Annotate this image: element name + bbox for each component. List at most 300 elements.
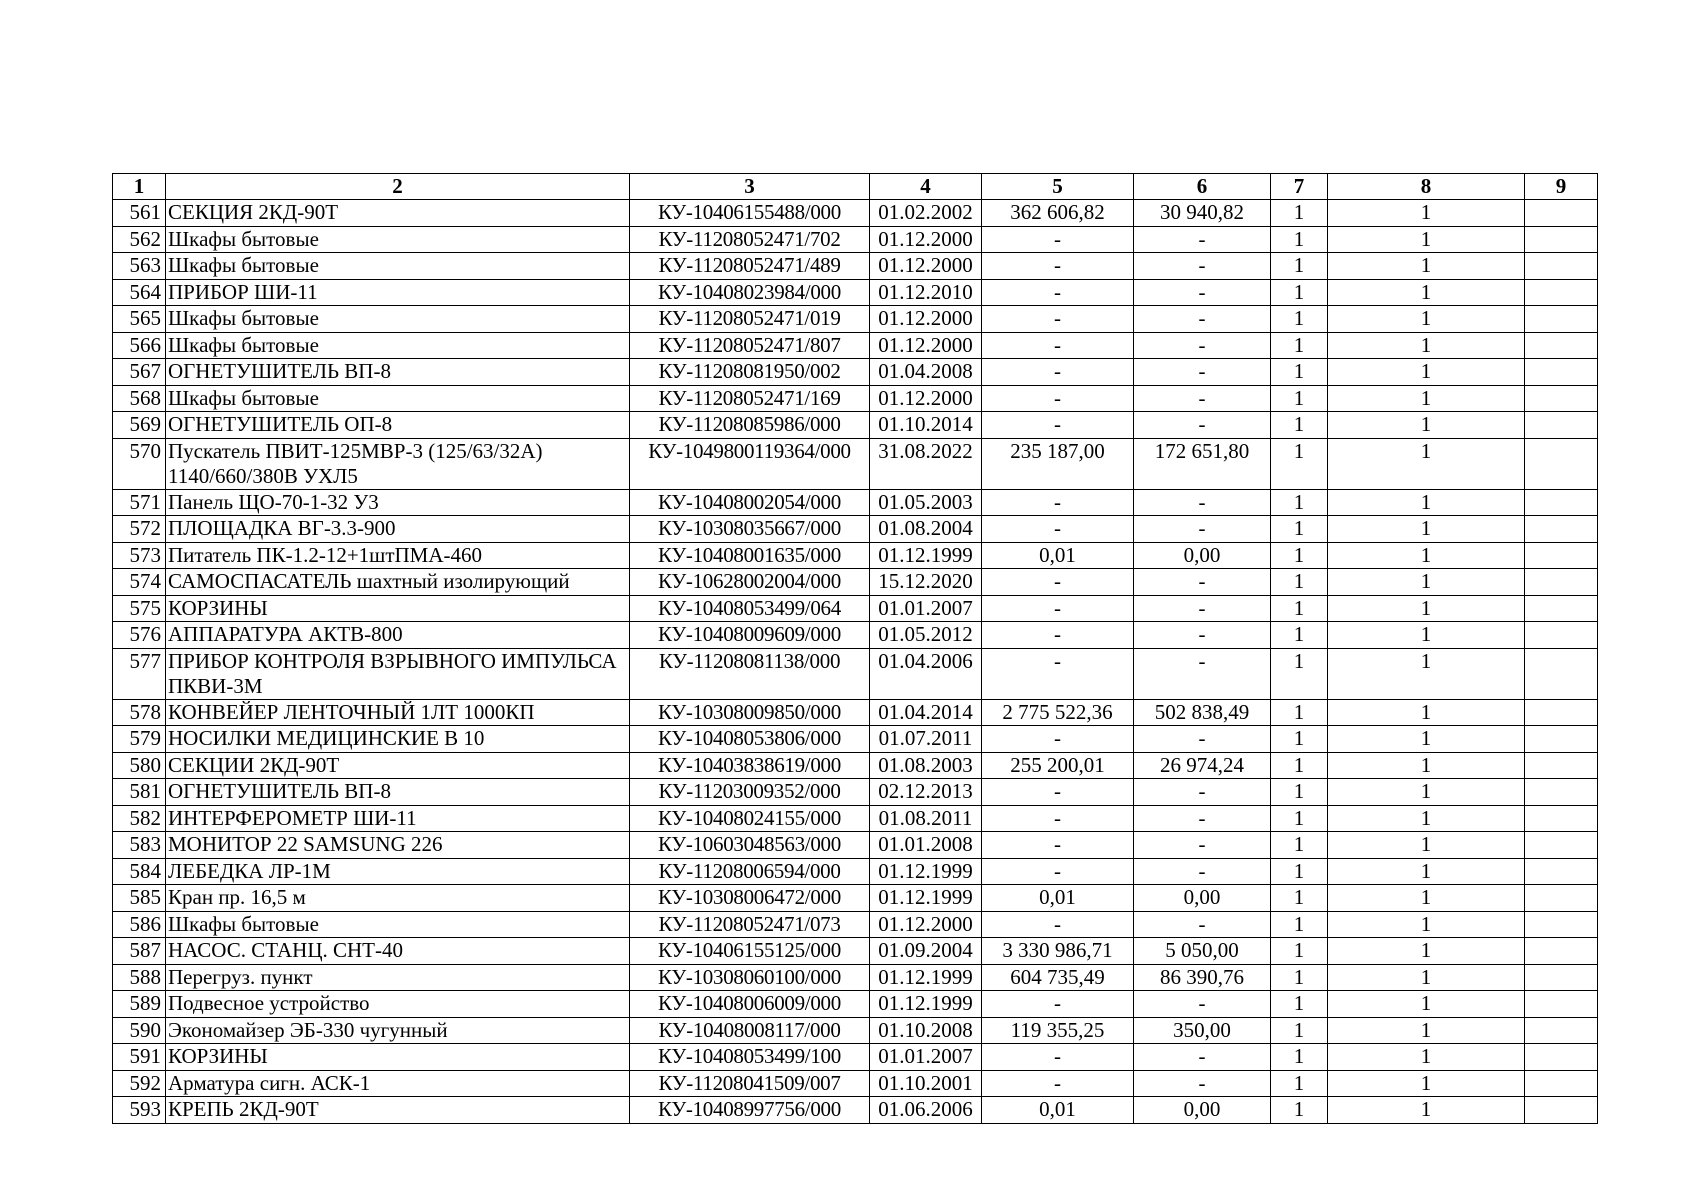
row-number-cell: 567 (113, 359, 166, 386)
value-col-5-cell: - (982, 911, 1134, 938)
item-name-cell: ПРИБОР ШИ-11 (166, 279, 630, 306)
table-row (113, 569, 1598, 596)
value-col-7-cell: 1 (1271, 332, 1328, 359)
value-col-8-cell: 1 (1328, 752, 1525, 779)
item-name-cell: ОГНЕТУШИТЕЛЬ ВП-8 (166, 359, 630, 386)
inventory-number-cell: КУ-10408997756/000 (630, 1097, 870, 1124)
table-row (113, 726, 1598, 753)
value-col-9-cell (1525, 938, 1598, 965)
inventory-number-cell: КУ-11208081950/002 (630, 359, 870, 386)
value-col-5-cell: 255 200,01 (982, 752, 1134, 779)
value-col-5-cell: 119 355,25 (982, 1017, 1134, 1044)
value-col-9-cell (1525, 200, 1598, 227)
inventory-number-cell: КУ-10406155125/000 (630, 938, 870, 965)
date-cell: 15.12.2020 (870, 569, 982, 596)
value-col-7-cell: 1 (1271, 542, 1328, 569)
table-row (113, 516, 1598, 543)
value-col-6-cell: 0,00 (1134, 542, 1271, 569)
inventory-number-cell: КУ-10408006009/000 (630, 991, 870, 1018)
value-col-7-cell: 1 (1271, 779, 1328, 806)
date-cell: 01.12.2010 (870, 279, 982, 306)
value-col-6-cell: 0,00 (1134, 885, 1271, 912)
item-name-cell: НОСИЛКИ МЕДИЦИНСКИЕ В 10 (166, 726, 630, 753)
table-row (113, 805, 1598, 832)
item-name-cell: Шкафы бытовые (166, 332, 630, 359)
header-row (113, 174, 1598, 200)
inventory-number-cell: КУ-11208052471/073 (630, 911, 870, 938)
value-col-8-cell: 1 (1328, 1070, 1525, 1097)
value-col-8-cell: 1 (1328, 885, 1525, 912)
inventory-number-cell: КУ-10308009850/000 (630, 699, 870, 726)
value-col-6-cell: - (1134, 385, 1271, 412)
value-col-6-cell: 0,00 (1134, 1097, 1271, 1124)
item-name-cell: Панель ЩО-70-1-32 У3 (166, 489, 630, 516)
value-col-6-cell: 502 838,49 (1134, 699, 1271, 726)
table-row (113, 991, 1598, 1018)
header-col-2: 2 (166, 174, 630, 200)
value-col-6-cell: - (1134, 991, 1271, 1018)
value-col-9-cell (1525, 412, 1598, 439)
row-number-cell: 566 (113, 332, 166, 359)
table-row (113, 885, 1598, 912)
row-number-cell: 579 (113, 726, 166, 753)
value-col-6-cell: - (1134, 805, 1271, 832)
inventory-number-cell: КУ-11208052471/169 (630, 385, 870, 412)
date-cell: 31.08.2022 (870, 438, 982, 489)
row-number-cell: 582 (113, 805, 166, 832)
value-col-6-cell: - (1134, 648, 1271, 699)
table-body (113, 200, 1598, 1124)
value-col-5-cell: - (982, 226, 1134, 253)
value-col-8-cell: 1 (1328, 991, 1525, 1018)
value-col-9-cell (1525, 885, 1598, 912)
date-cell: 01.01.2007 (870, 1044, 982, 1071)
value-col-7-cell: 1 (1271, 832, 1328, 859)
value-col-7-cell: 1 (1271, 359, 1328, 386)
item-name-cell: МОНИТОР 22 SAMSUNG 226 (166, 832, 630, 859)
table-row (113, 542, 1598, 569)
date-cell: 01.12.2000 (870, 332, 982, 359)
value-col-5-cell: - (982, 279, 1134, 306)
row-number-cell: 589 (113, 991, 166, 1018)
value-col-7-cell: 1 (1271, 1044, 1328, 1071)
value-col-7-cell: 1 (1271, 226, 1328, 253)
value-col-9-cell (1525, 1017, 1598, 1044)
item-name-cell: ПЛОЩАДКА ВГ-3.3-900 (166, 516, 630, 543)
value-col-7-cell: 1 (1271, 938, 1328, 965)
table-row (113, 858, 1598, 885)
value-col-7-cell: 1 (1271, 911, 1328, 938)
value-col-9-cell (1525, 438, 1598, 489)
date-cell: 01.10.2008 (870, 1017, 982, 1044)
value-col-5-cell: 0,01 (982, 885, 1134, 912)
value-col-5-cell: - (982, 1044, 1134, 1071)
inventory-number-cell: КУ-10308035667/000 (630, 516, 870, 543)
row-number-cell: 583 (113, 832, 166, 859)
row-number-cell: 571 (113, 489, 166, 516)
value-col-5-cell: - (982, 779, 1134, 806)
value-col-7-cell: 1 (1271, 885, 1328, 912)
row-number-cell: 592 (113, 1070, 166, 1097)
table-row (113, 385, 1598, 412)
date-cell: 01.12.1999 (870, 542, 982, 569)
date-cell: 01.10.2001 (870, 1070, 982, 1097)
value-col-6-cell: - (1134, 359, 1271, 386)
value-col-5-cell: - (982, 253, 1134, 280)
value-col-6-cell: - (1134, 489, 1271, 516)
date-cell: 01.12.2000 (870, 253, 982, 280)
table-row (113, 253, 1598, 280)
value-col-5-cell: 0,01 (982, 542, 1134, 569)
item-name-cell: Шкафы бытовые (166, 911, 630, 938)
inventory-number-cell: КУ-10308006472/000 (630, 885, 870, 912)
value-col-8-cell: 1 (1328, 306, 1525, 333)
value-col-6-cell: 5 050,00 (1134, 938, 1271, 965)
value-col-5-cell: - (982, 726, 1134, 753)
item-name-cell: Перегруз. пункт (166, 964, 630, 991)
value-col-8-cell: 1 (1328, 726, 1525, 753)
item-name-cell: ПРИБОР КОНТРОЛЯ ВЗРЫВНОГО ИМПУЛЬСА ПКВИ-3М (166, 648, 630, 699)
inventory-number-cell: КУ-11208052471/702 (630, 226, 870, 253)
row-number-cell: 586 (113, 911, 166, 938)
table-row (113, 911, 1598, 938)
header-col-9: 9 (1525, 174, 1598, 200)
value-col-9-cell (1525, 542, 1598, 569)
row-number-cell: 562 (113, 226, 166, 253)
value-col-7-cell: 1 (1271, 438, 1328, 489)
value-col-8-cell: 1 (1328, 359, 1525, 386)
header-col-6: 6 (1134, 174, 1271, 200)
value-col-9-cell (1525, 1097, 1598, 1124)
value-col-9-cell (1525, 359, 1598, 386)
date-cell: 01.12.1999 (870, 885, 982, 912)
table-row (113, 1044, 1598, 1071)
item-name-cell: Питатель ПК-1.2-12+1штПМА-460 (166, 542, 630, 569)
date-cell: 01.09.2004 (870, 938, 982, 965)
value-col-8-cell: 1 (1328, 1017, 1525, 1044)
date-cell: 01.12.2000 (870, 911, 982, 938)
date-cell: 01.12.1999 (870, 858, 982, 885)
value-col-7-cell: 1 (1271, 726, 1328, 753)
value-col-9-cell (1525, 226, 1598, 253)
value-col-6-cell: - (1134, 832, 1271, 859)
value-col-8-cell: 1 (1328, 489, 1525, 516)
value-col-8-cell: 1 (1328, 805, 1525, 832)
inventory-number-cell: КУ-1049800119364/000 (630, 438, 870, 489)
value-col-6-cell: - (1134, 332, 1271, 359)
inventory-number-cell: КУ-10403838619/000 (630, 752, 870, 779)
item-name-cell: АППАРАТУРА АКТВ-800 (166, 622, 630, 649)
row-number-cell: 569 (113, 412, 166, 439)
row-number-cell: 585 (113, 885, 166, 912)
value-col-5-cell: - (982, 359, 1134, 386)
value-col-9-cell (1525, 911, 1598, 938)
value-col-8-cell: 1 (1328, 699, 1525, 726)
value-col-7-cell: 1 (1271, 253, 1328, 280)
inventory-number-cell: КУ-10408053806/000 (630, 726, 870, 753)
value-col-9-cell (1525, 253, 1598, 280)
header-col-7: 7 (1271, 174, 1328, 200)
inventory-number-cell: КУ-10308060100/000 (630, 964, 870, 991)
value-col-9-cell (1525, 1044, 1598, 1071)
table-row (113, 779, 1598, 806)
item-name-cell: Шкафы бытовые (166, 306, 630, 333)
value-col-9-cell (1525, 752, 1598, 779)
row-number-cell: 561 (113, 200, 166, 227)
item-name-cell: Шкафы бытовые (166, 385, 630, 412)
value-col-6-cell: - (1134, 1070, 1271, 1097)
row-number-cell: 564 (113, 279, 166, 306)
value-col-9-cell (1525, 699, 1598, 726)
value-col-9-cell (1525, 516, 1598, 543)
item-name-cell: ОГНЕТУШИТЕЛЬ ВП-8 (166, 779, 630, 806)
value-col-7-cell: 1 (1271, 200, 1328, 227)
row-number-cell: 574 (113, 569, 166, 596)
value-col-8-cell: 1 (1328, 412, 1525, 439)
inventory-number-cell: КУ-11208006594/000 (630, 858, 870, 885)
value-col-7-cell: 1 (1271, 648, 1328, 699)
inventory-number-cell: КУ-11208052471/019 (630, 306, 870, 333)
inventory-table (112, 173, 1598, 1124)
table-row (113, 1070, 1598, 1097)
row-number-cell: 580 (113, 752, 166, 779)
table-row (113, 279, 1598, 306)
value-col-8-cell: 1 (1328, 332, 1525, 359)
row-number-cell: 581 (113, 779, 166, 806)
value-col-5-cell: - (982, 991, 1134, 1018)
date-cell: 01.05.2003 (870, 489, 982, 516)
value-col-7-cell: 1 (1271, 569, 1328, 596)
value-col-5-cell: 3 330 986,71 (982, 938, 1134, 965)
value-col-9-cell (1525, 569, 1598, 596)
value-col-9-cell (1525, 595, 1598, 622)
inventory-number-cell: КУ-10603048563/000 (630, 832, 870, 859)
value-col-7-cell: 1 (1271, 516, 1328, 543)
table-row (113, 1097, 1598, 1124)
item-name-cell: Шкафы бытовые (166, 226, 630, 253)
value-col-7-cell: 1 (1271, 752, 1328, 779)
table-row (113, 226, 1598, 253)
value-col-7-cell: 1 (1271, 489, 1328, 516)
header-col-3: 3 (630, 174, 870, 200)
value-col-7-cell: 1 (1271, 306, 1328, 333)
value-col-6-cell: - (1134, 226, 1271, 253)
value-col-6-cell: - (1134, 595, 1271, 622)
value-col-7-cell: 1 (1271, 595, 1328, 622)
inventory-number-cell: КУ-10408002054/000 (630, 489, 870, 516)
row-number-cell: 590 (113, 1017, 166, 1044)
header-col-8: 8 (1328, 174, 1525, 200)
inventory-number-cell: КУ-10408053499/100 (630, 1044, 870, 1071)
value-col-6-cell: - (1134, 1044, 1271, 1071)
value-col-7-cell: 1 (1271, 279, 1328, 306)
value-col-8-cell: 1 (1328, 832, 1525, 859)
value-col-8-cell: 1 (1328, 1097, 1525, 1124)
inventory-number-cell: КУ-10408009609/000 (630, 622, 870, 649)
value-col-9-cell (1525, 385, 1598, 412)
row-number-cell: 572 (113, 516, 166, 543)
value-col-5-cell: - (982, 595, 1134, 622)
table-row (113, 622, 1598, 649)
value-col-7-cell: 1 (1271, 1097, 1328, 1124)
item-name-cell: КОРЗИНЫ (166, 595, 630, 622)
value-col-9-cell (1525, 805, 1598, 832)
value-col-8-cell: 1 (1328, 1044, 1525, 1071)
value-col-5-cell: - (982, 622, 1134, 649)
header-col-1: 1 (113, 174, 166, 200)
value-col-9-cell (1525, 964, 1598, 991)
item-name-cell: КОНВЕЙЕР ЛЕНТОЧНЫЙ 1ЛТ 1000КП (166, 699, 630, 726)
date-cell: 01.04.2006 (870, 648, 982, 699)
value-col-8-cell: 1 (1328, 226, 1525, 253)
table-row (113, 438, 1598, 489)
value-col-6-cell: 350,00 (1134, 1017, 1271, 1044)
value-col-8-cell: 1 (1328, 253, 1525, 280)
value-col-8-cell: 1 (1328, 779, 1525, 806)
value-col-5-cell: - (982, 805, 1134, 832)
inventory-number-cell: КУ-11208052471/807 (630, 332, 870, 359)
value-col-8-cell: 1 (1328, 964, 1525, 991)
table-row (113, 1017, 1598, 1044)
inventory-number-cell: КУ-11208041509/007 (630, 1070, 870, 1097)
value-col-5-cell: - (982, 516, 1134, 543)
value-col-7-cell: 1 (1271, 991, 1328, 1018)
inventory-number-cell: КУ-10408053499/064 (630, 595, 870, 622)
table-row (113, 200, 1598, 227)
date-cell: 01.12.2000 (870, 306, 982, 333)
value-col-7-cell: 1 (1271, 412, 1328, 439)
value-col-6-cell: - (1134, 622, 1271, 649)
value-col-8-cell: 1 (1328, 516, 1525, 543)
value-col-6-cell: - (1134, 779, 1271, 806)
date-cell: 01.08.2003 (870, 752, 982, 779)
inventory-number-cell: КУ-10408024155/000 (630, 805, 870, 832)
inventory-number-cell: КУ-10406155488/000 (630, 200, 870, 227)
value-col-8-cell: 1 (1328, 648, 1525, 699)
date-cell: 01.07.2011 (870, 726, 982, 753)
value-col-5-cell: - (982, 385, 1134, 412)
value-col-7-cell: 1 (1271, 858, 1328, 885)
value-col-6-cell: 172 651,80 (1134, 438, 1271, 489)
value-col-9-cell (1525, 622, 1598, 649)
date-cell: 01.02.2002 (870, 200, 982, 227)
value-col-6-cell: - (1134, 911, 1271, 938)
row-number-cell: 591 (113, 1044, 166, 1071)
row-number-cell: 588 (113, 964, 166, 991)
row-number-cell: 593 (113, 1097, 166, 1124)
date-cell: 01.01.2007 (870, 595, 982, 622)
item-name-cell: Подвесное устройство (166, 991, 630, 1018)
row-number-cell: 587 (113, 938, 166, 965)
date-cell: 01.10.2014 (870, 412, 982, 439)
value-col-9-cell (1525, 279, 1598, 306)
value-col-8-cell: 1 (1328, 279, 1525, 306)
item-name-cell: СЕКЦИЯ 2КД-90Т (166, 200, 630, 227)
value-col-5-cell: 235 187,00 (982, 438, 1134, 489)
value-col-6-cell: - (1134, 253, 1271, 280)
table-row (113, 359, 1598, 386)
inventory-number-cell: КУ-11208052471/489 (630, 253, 870, 280)
date-cell: 01.01.2008 (870, 832, 982, 859)
table-row (113, 306, 1598, 333)
date-cell: 01.12.2000 (870, 226, 982, 253)
value-col-5-cell: - (982, 489, 1134, 516)
row-number-cell: 578 (113, 699, 166, 726)
date-cell: 01.12.1999 (870, 964, 982, 991)
date-cell: 02.12.2013 (870, 779, 982, 806)
value-col-6-cell: - (1134, 306, 1271, 333)
row-number-cell: 577 (113, 648, 166, 699)
item-name-cell: Кран пр. 16,5 м (166, 885, 630, 912)
value-col-5-cell: 604 735,49 (982, 964, 1134, 991)
value-col-8-cell: 1 (1328, 385, 1525, 412)
value-col-6-cell: 30 940,82 (1134, 200, 1271, 227)
value-col-5-cell: - (982, 832, 1134, 859)
value-col-5-cell: - (982, 569, 1134, 596)
value-col-5-cell: 362 606,82 (982, 200, 1134, 227)
date-cell: 01.12.1999 (870, 991, 982, 1018)
row-number-cell: 568 (113, 385, 166, 412)
value-col-9-cell (1525, 991, 1598, 1018)
table-row (113, 595, 1598, 622)
inventory-number-cell: КУ-10408008117/000 (630, 1017, 870, 1044)
value-col-8-cell: 1 (1328, 911, 1525, 938)
value-col-6-cell: - (1134, 858, 1271, 885)
value-col-5-cell: - (982, 1070, 1134, 1097)
value-col-7-cell: 1 (1271, 964, 1328, 991)
value-col-9-cell (1525, 726, 1598, 753)
value-col-6-cell: 86 390,76 (1134, 964, 1271, 991)
value-col-5-cell: - (982, 858, 1134, 885)
inventory-number-cell: КУ-10408023984/000 (630, 279, 870, 306)
value-col-7-cell: 1 (1271, 385, 1328, 412)
value-col-8-cell: 1 (1328, 622, 1525, 649)
date-cell: 01.04.2008 (870, 359, 982, 386)
value-col-9-cell (1525, 832, 1598, 859)
row-number-cell: 576 (113, 622, 166, 649)
table-row (113, 938, 1598, 965)
value-col-8-cell: 1 (1328, 938, 1525, 965)
row-number-cell: 573 (113, 542, 166, 569)
value-col-5-cell: 0,01 (982, 1097, 1134, 1124)
item-name-cell: СЕКЦИИ 2КД-90Т (166, 752, 630, 779)
item-name-cell: ЛЕБЕДКА ЛР-1М (166, 858, 630, 885)
value-col-7-cell: 1 (1271, 805, 1328, 832)
value-col-5-cell: - (982, 306, 1134, 333)
item-name-cell: Пускатель ПВИТ-125МВР-3 (125/63/32А) 1140/660/380В УХЛ5 (166, 438, 630, 489)
header-col-5: 5 (982, 174, 1134, 200)
inventory-number-cell: КУ-11203009352/000 (630, 779, 870, 806)
row-number-cell: 575 (113, 595, 166, 622)
value-col-5-cell: - (982, 332, 1134, 359)
row-number-cell: 563 (113, 253, 166, 280)
date-cell: 01.12.2000 (870, 385, 982, 412)
value-col-7-cell: 1 (1271, 1017, 1328, 1044)
value-col-9-cell (1525, 489, 1598, 516)
value-col-5-cell: 2 775 522,36 (982, 699, 1134, 726)
value-col-9-cell (1525, 779, 1598, 806)
value-col-9-cell (1525, 306, 1598, 333)
inventory-number-cell: КУ-11208085986/000 (630, 412, 870, 439)
value-col-5-cell: - (982, 412, 1134, 439)
item-name-cell: Шкафы бытовые (166, 253, 630, 280)
value-col-6-cell: - (1134, 412, 1271, 439)
value-col-6-cell: - (1134, 279, 1271, 306)
table-row (113, 332, 1598, 359)
value-col-7-cell: 1 (1271, 1070, 1328, 1097)
date-cell: 01.06.2006 (870, 1097, 982, 1124)
date-cell: 01.08.2011 (870, 805, 982, 832)
